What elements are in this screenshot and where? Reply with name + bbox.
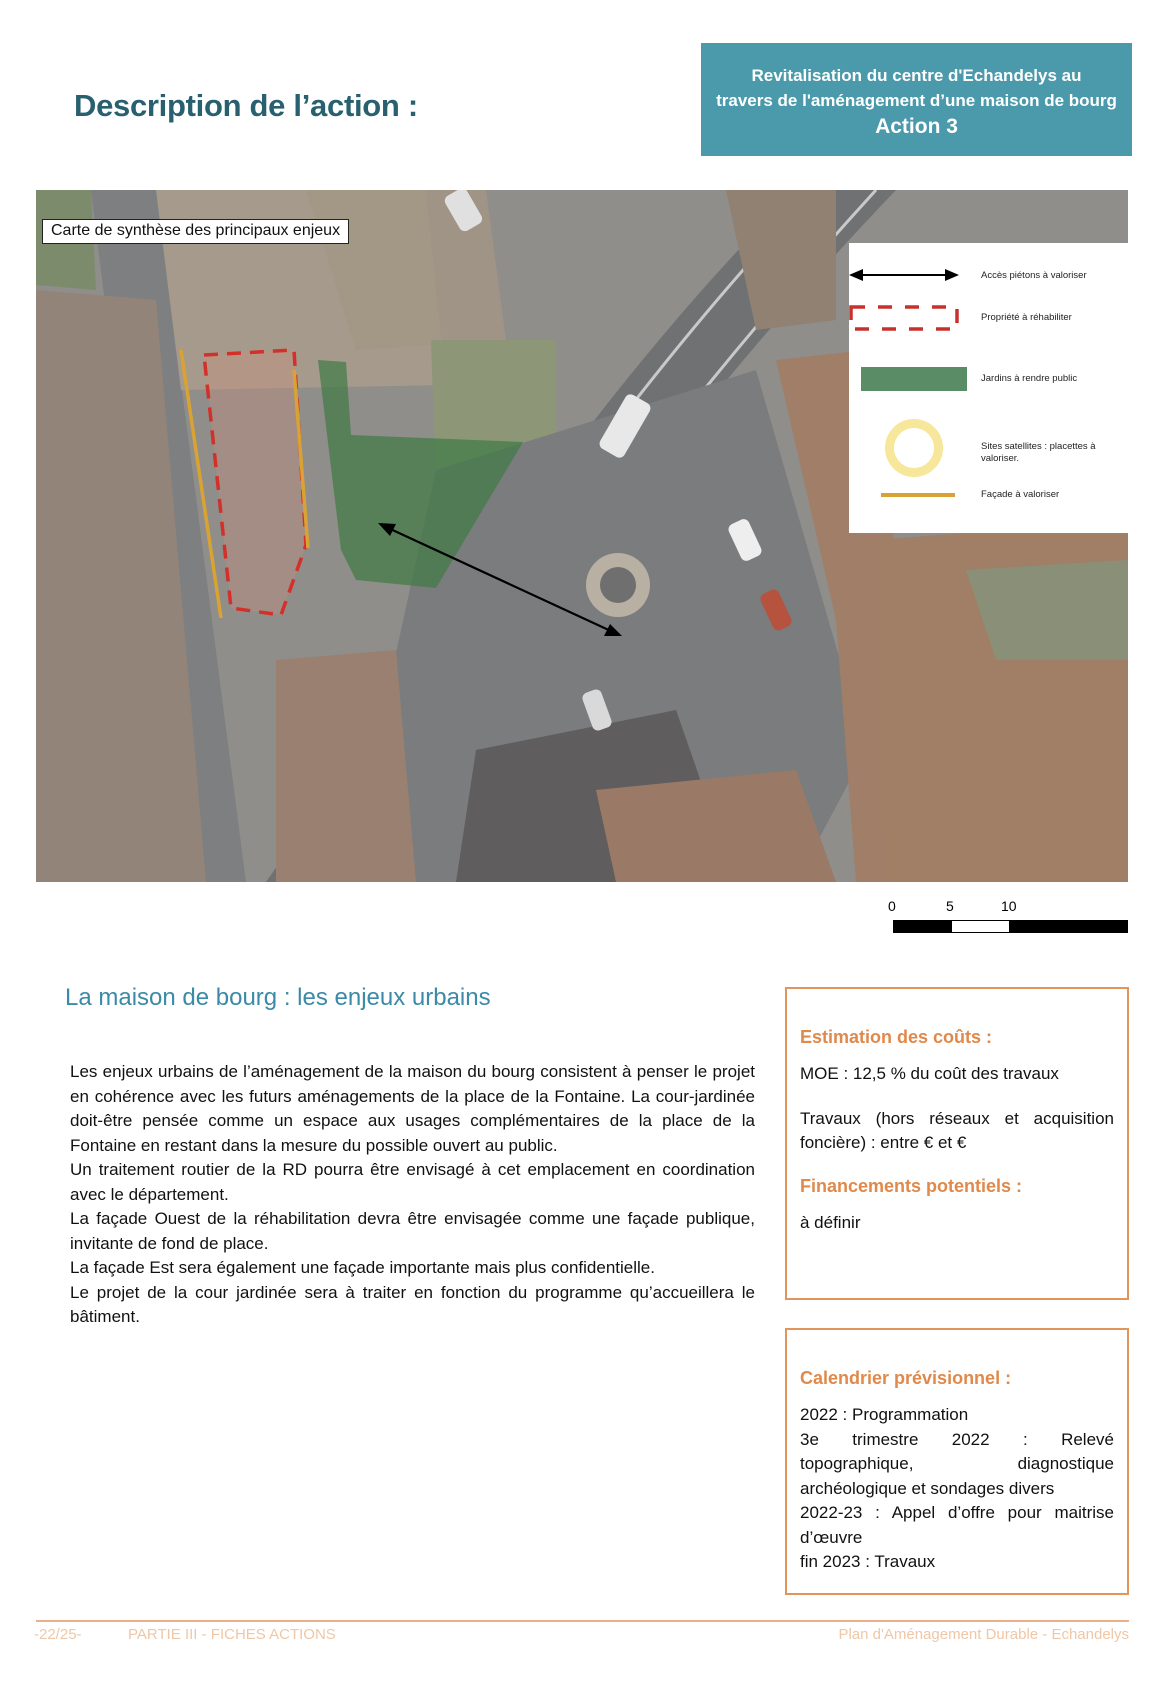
paragraph: Les enjeux urbains de l’aménagement de la maison du bourg consistent à penser le projet en cohérence avec les futurs aménagements de la place de la Fontaine. La cour-jardinée doit-être pensée comme un espace aux usages complémentaires de la place de la Fontaine en restant dans la mesure du possible ouvert au public. bbox=[70, 1062, 755, 1155]
footer-part: PARTIE III - FICHES ACTIONS bbox=[128, 1626, 336, 1643]
scale-segment bbox=[893, 920, 952, 933]
double-arrow-icon bbox=[849, 267, 959, 283]
legend-text: Accès piétons à valoriser bbox=[981, 270, 1087, 281]
calendar-line: 3e trimestre 2022 : Relevé topographique, diagnostique archéologique et sondages divers bbox=[800, 1429, 1114, 1498]
paragraph: La façade Ouest de la réhabilitation devra être envisagée comme une façade publique, invitante de fond de place. bbox=[70, 1209, 755, 1253]
orange-line-icon bbox=[881, 493, 955, 497]
scale-segment bbox=[951, 920, 1010, 933]
funding-text: à définir bbox=[800, 1212, 861, 1232]
cost-estimate-box bbox=[785, 987, 1129, 1300]
aerial-map bbox=[36, 190, 1128, 882]
paragraph: Le projet de la cour jardinée sera à traiter en fonction du programme qu’accueillera le bâtiment. bbox=[70, 1282, 755, 1326]
legend-text: Jardins à rendre public bbox=[981, 373, 1078, 384]
calendar-line: fin 2023 : Travaux bbox=[800, 1552, 936, 1571]
banner-line-2: travers de l'aménagement d’une maison de bourg bbox=[716, 91, 1117, 110]
travaux-text: Travaux (hors réseaux et acquisition foncière) : entre € et € bbox=[800, 1108, 1114, 1152]
map-title-label: Carte de synthèse des principaux enjeux bbox=[42, 219, 349, 244]
paragraph: Un traitement routier de la RD pourra être envisagé à cet emplacement en coordination avec le département. bbox=[70, 1160, 755, 1204]
yellow-ring-icon bbox=[885, 419, 943, 477]
legend-text: Propriété à réhabiliter bbox=[981, 312, 1072, 323]
cost-heading: Estimation des coûts : bbox=[800, 1027, 993, 1047]
map-legend bbox=[849, 243, 1128, 533]
banner-action-number: Action 3 bbox=[875, 115, 958, 138]
paragraph: La façade Est sera également une façade importante mais plus confidentielle. bbox=[70, 1258, 655, 1277]
dashed-rectangle-icon bbox=[849, 305, 961, 331]
scale-segment bbox=[1009, 920, 1128, 933]
action-banner bbox=[701, 43, 1132, 156]
banner-line-1: Revitalisation du centre d'Echandelys au bbox=[751, 66, 1082, 85]
calendar-line: 2022-23 : Appel d’offre pour maitrise d’œuvre bbox=[800, 1503, 1114, 1547]
legend-text: Sites satellites : placettes à valoriser. bbox=[981, 441, 1096, 464]
section-heading: La maison de bourg : les enjeux urbains bbox=[65, 984, 491, 1011]
funding-heading: Financements potentiels : bbox=[800, 1175, 1023, 1196]
scale-tick-label: 10 bbox=[1001, 898, 1017, 914]
green-fill-icon bbox=[861, 367, 967, 391]
calendar-box bbox=[785, 1328, 1129, 1595]
calendar-heading: Calendrier prévisionnel : bbox=[800, 1368, 1012, 1388]
footer-page-number: -22/25- bbox=[34, 1626, 82, 1643]
legend-text: Façade à valoriser bbox=[981, 489, 1060, 500]
page-title: Description de l’action : bbox=[74, 88, 418, 123]
body-text bbox=[70, 1060, 755, 1330]
scale-tick-label: 0 bbox=[888, 898, 896, 914]
moe-text: MOE : 12,5 % du coût des travaux bbox=[800, 1064, 1059, 1083]
calendar-line: 2022 : Programmation bbox=[800, 1405, 969, 1424]
footer-divider bbox=[36, 1620, 1129, 1622]
footer-document-title: Plan d'Aménagement Durable - Echandelys bbox=[838, 1626, 1129, 1643]
scale-bar bbox=[888, 898, 1129, 938]
scale-tick-label: 5 bbox=[946, 898, 954, 914]
